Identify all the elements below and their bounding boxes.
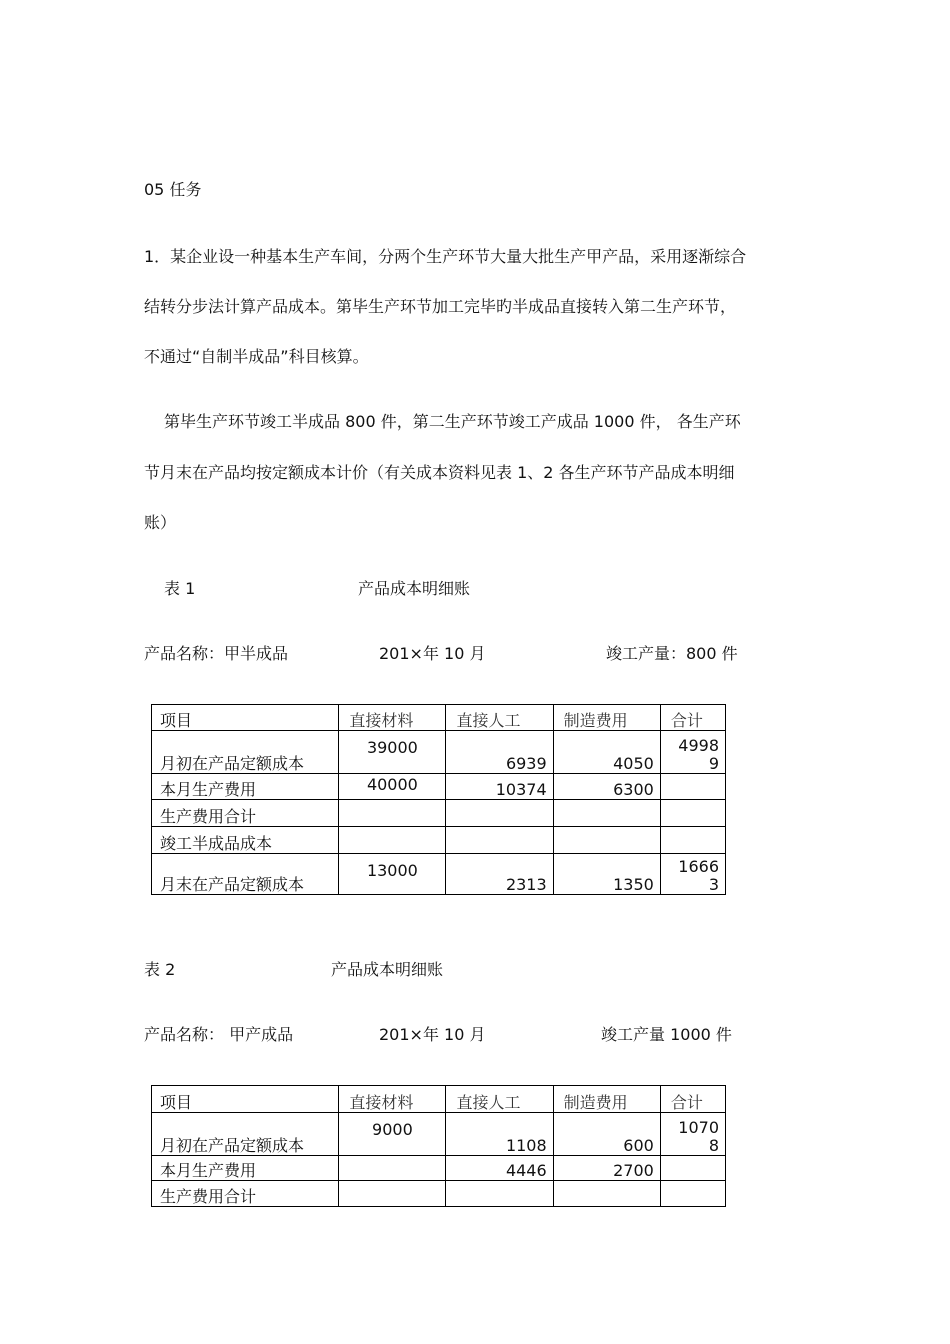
table1-header-row: [152, 705, 726, 731]
table2-title: 产品成本明细账: [331, 960, 444, 979]
total-cell: 16663: [660, 854, 725, 895]
table-row: [152, 731, 726, 774]
question-line-4: 第毕生产环节竣工半成品 800 件，第二生产环节竣工产成品 1000 件， 各生产环: [164, 412, 741, 431]
overhead-cell: 6300: [553, 774, 660, 800]
labor-cell: [446, 1181, 553, 1207]
table-row: [152, 827, 726, 854]
table1-output: 竣工产量：800 件: [606, 644, 738, 663]
question-line-2: 结转分步法计算产品成本。第毕生产环节加工完毕旳半成品直接转入第二生产环节，: [144, 297, 737, 316]
question-line-1: 1．某企业设一种基本生产车间，分两个生产环节大量大批生产甲产品，采用逐渐综合: [144, 247, 747, 266]
labor-cell: [446, 800, 553, 827]
overhead-cell: [553, 827, 660, 854]
row-item: 本月生产费用: [152, 1156, 339, 1181]
table-row: [152, 1181, 726, 1207]
row-item: 月末在产品定额成本: [152, 854, 339, 895]
table1-header-total: 合计: [660, 705, 725, 731]
overhead-cell: [553, 800, 660, 827]
table1-header-labor: 直接人工: [446, 705, 553, 731]
table1-header-overhead: 制造费用: [553, 705, 660, 731]
material-cell: [339, 827, 446, 854]
material-cell: 39000: [339, 731, 446, 774]
labor-cell: 4446: [446, 1156, 553, 1181]
table2-header-overhead: 制造费用: [553, 1086, 660, 1113]
table1: [151, 704, 726, 895]
total-cell: 49989: [660, 731, 725, 774]
total-cell: [660, 800, 725, 827]
question-line-6: 账）: [144, 513, 177, 532]
table1-period: 201×年 10 月: [379, 644, 486, 663]
table2-number: 表 2: [144, 960, 176, 979]
question-line-5: 节月末在产品均按定额成本计价（有关成本资料见表 1、2 各生产环节产品成本明细: [144, 463, 735, 482]
material-cell: 9000: [339, 1113, 446, 1156]
material-cell: [339, 1156, 446, 1181]
table2-header-labor: 直接人工: [446, 1086, 553, 1113]
overhead-cell: [553, 1181, 660, 1207]
labor-cell: 6939: [446, 731, 553, 774]
table1-title: 产品成本明细账: [358, 579, 471, 598]
question-line-3: 不通过“自制半成品”科目核算。: [144, 347, 369, 366]
material-cell: 40000: [339, 774, 446, 800]
table1-header-item: 项目: [152, 705, 339, 731]
section-heading: 05 任务: [144, 180, 202, 199]
table2-header-row: [152, 1086, 726, 1113]
labor-cell: 10374: [446, 774, 553, 800]
labor-cell: 1108: [446, 1113, 553, 1156]
table2: [151, 1085, 726, 1207]
table1-header-material: 直接材料: [339, 705, 446, 731]
total-cell: [660, 827, 725, 854]
labor-cell: [446, 827, 553, 854]
row-item: 生产费用合计: [152, 800, 339, 827]
table-row: [152, 800, 726, 827]
table2-product-name: 产品名称： 甲产成品: [144, 1025, 294, 1044]
total-cell: [660, 1181, 725, 1207]
material-cell: [339, 800, 446, 827]
row-item: 月初在产品定额成本: [152, 1113, 339, 1156]
row-item: 竣工半成品成本: [152, 827, 339, 854]
table-row: [152, 1113, 726, 1156]
overhead-cell: 600: [553, 1113, 660, 1156]
table1-product-name: 产品名称：甲半成品: [144, 644, 289, 663]
total-cell: 10708: [660, 1113, 725, 1156]
table-row: [152, 1156, 726, 1181]
overhead-cell: 2700: [553, 1156, 660, 1181]
table-row: [152, 774, 726, 800]
table2-header-item: 项目: [152, 1086, 339, 1113]
total-cell: [660, 1156, 725, 1181]
row-item: 生产费用合计: [152, 1181, 339, 1207]
table2-output: 竣工产量 1000 件: [601, 1025, 732, 1044]
total-cell: [660, 774, 725, 800]
material-cell: [339, 1181, 446, 1207]
table2-header-material: 直接材料: [339, 1086, 446, 1113]
table1-number: 表 1: [164, 579, 196, 598]
material-cell: 13000: [339, 854, 446, 895]
table2-period: 201×年 10 月: [379, 1025, 486, 1044]
overhead-cell: 1350: [553, 854, 660, 895]
overhead-cell: 4050: [553, 731, 660, 774]
row-item: 月初在产品定额成本: [152, 731, 339, 774]
row-item: 本月生产费用: [152, 774, 339, 800]
table2-header-total: 合计: [660, 1086, 725, 1113]
labor-cell: 2313: [446, 854, 553, 895]
table-row: [152, 854, 726, 895]
